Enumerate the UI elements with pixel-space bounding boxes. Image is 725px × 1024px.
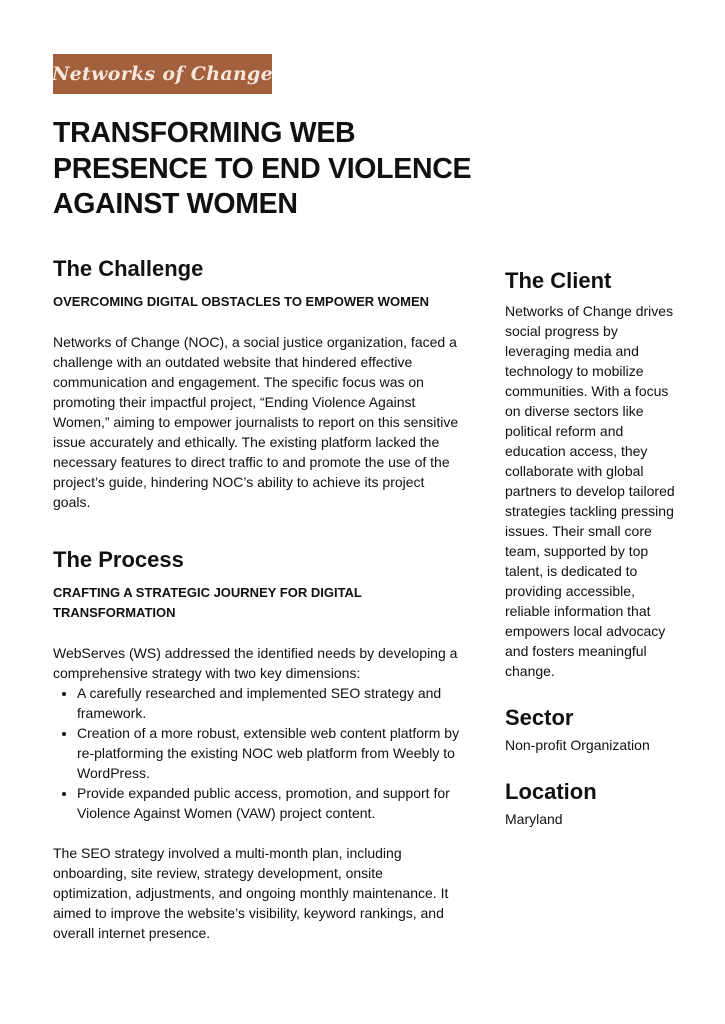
location-section <box>505 778 680 829</box>
challenge-section <box>53 255 465 512</box>
location-value: Maryland <box>505 811 563 827</box>
challenge-heading: The Challenge <box>53 256 204 281</box>
process-section <box>53 546 465 943</box>
networks-of-change-logo <box>53 54 272 94</box>
client-section <box>505 267 680 681</box>
list-item: • Provide expanded public access, promotion, and support for Violence Against Women (VAW) project content. <box>77 783 465 823</box>
list-item: • A carefully researched and implemented SEO strategy and framework. <box>77 683 465 723</box>
sidebar <box>505 267 680 829</box>
process-subheading: CRAFTING A STRATEGIC JOURNEY FOR DIGITAL TRANSFORMATION <box>53 585 362 620</box>
main-column <box>53 255 465 943</box>
challenge-subheading: OVERCOMING DIGITAL OBSTACLES TO EMPOWER WOMEN <box>53 294 430 309</box>
location-heading: Location <box>505 779 597 804</box>
process-bullet-list <box>53 683 465 823</box>
client-heading: The Client <box>505 268 612 293</box>
logo-text: Networks of Change <box>51 63 274 85</box>
page-title: TRANSFORMING WEB PRESENCE TO END VIOLENCE AGAINST WOMEN <box>53 117 472 220</box>
client-description: Networks of Change drives social progress by leveraging media and technology to mobilize communities. With a focus on diverse sectors like political reform and education access, they collaborate with global partners to develop tailored strategies tackling pressing issues. Their small core team, supported by top talent, is dedicated to providing accessible, reliable information that empowers local advocacy and fosters meaningful change. <box>505 303 675 679</box>
process-heading: The Process <box>53 547 184 572</box>
list-item: • Creation of a more robust, extensible web content platform by re-platforming the existing NOC web platform from Weebly to WordPress. <box>77 723 465 783</box>
sector-value: Non-profit Organization <box>505 737 650 753</box>
challenge-paragraph: Networks of Change (NOC), a social justice organization, faced a challenge with an outdated website that hindered effective communication and engagement. The specific focus was on promoting their impactful project, “Ending Violence Against Women,” aiming to empower journalists to report on this sensitive issue accurately and ethically. The existing platform lacked the necessary features to direct traffic to and promote the use of the project’s guide, hindering NOC’s ability to achieve its project goals. <box>53 334 459 510</box>
sector-heading: Sector <box>505 705 574 730</box>
seo-paragraph: The SEO strategy involved a multi-month plan, including onboarding, site review, strategy development, onsite optimization, adjustments, and ongoing monthly maintenance. It aimed to improve the website’s visibility, keyword rankings, and overall internet presence. <box>53 845 449 941</box>
process-intro: WebServes (WS) addressed the identified needs by developing a comprehensive strategy with two key dimensions: <box>53 645 458 681</box>
sector-section <box>505 704 680 755</box>
